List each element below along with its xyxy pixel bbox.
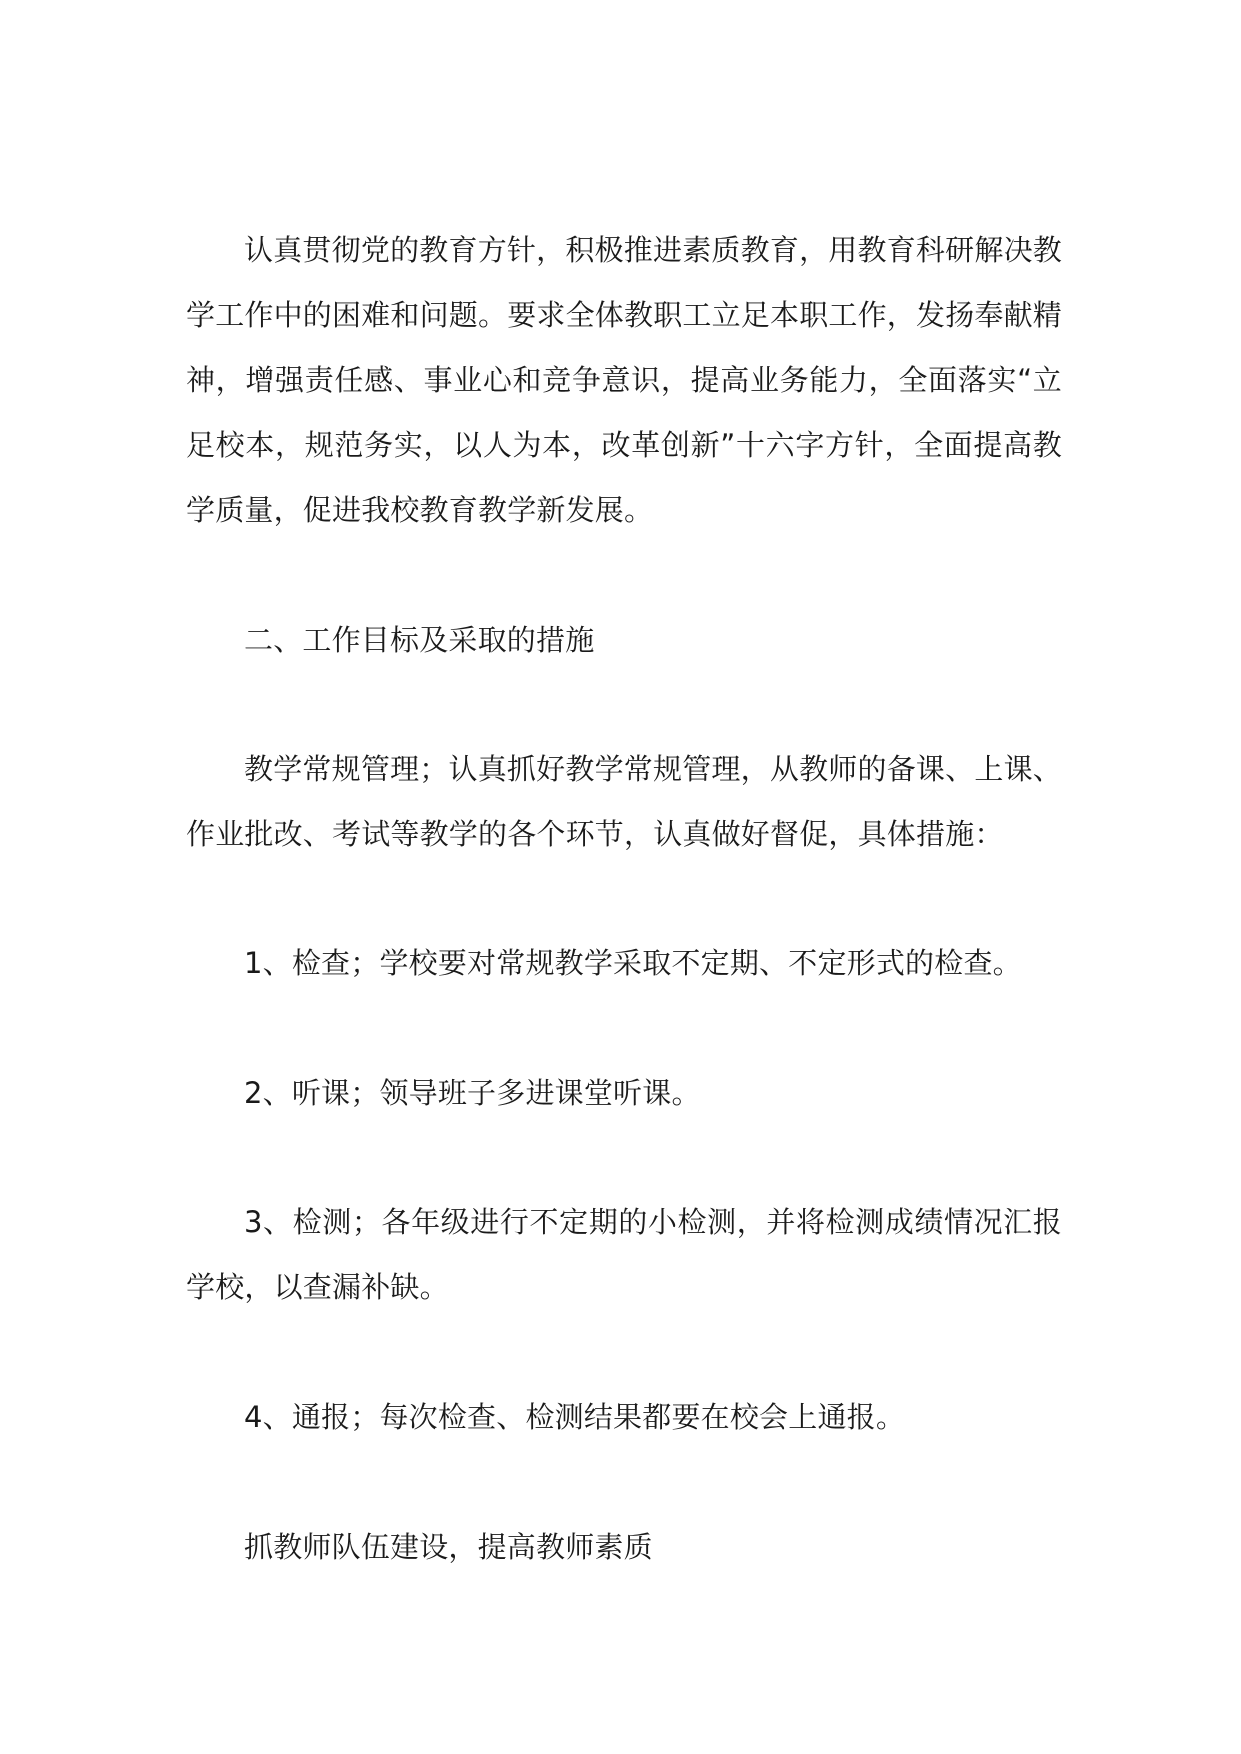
body-paragraph-guiding-principles: 认真贯彻党的教育方针，积极推进素质教育，用教育科研解决教学工作中的困难和问题。要求全体教职工立足本职工作，发扬奉献精神，增强责任感、事业心和竞争意识，提高业务能力，全面落实“立足校本，规范务实，以人为本，改革创新”十六字方针，全面提高教学质量，促进我校教育教学新发展。 (186, 233, 1063, 527)
list-item-testing: 3、检测；各年级进行不定期的小检测，并将检测成绩情况汇报学校，以查漏补缺。 (186, 1205, 1062, 1304)
list-item-inspection: 1、检查；学校要对常规教学采取不定期、不定形式的检查。 (244, 946, 1022, 980)
list-item-reporting: 4、通报；每次检查、检测结果都要在校会上通报。 (244, 1400, 906, 1434)
body-paragraph-teacher-development: 抓教师队伍建设，提高教师素质 (244, 1530, 653, 1564)
list-item-lesson-observation: 2、听课；领导班子多进课堂听课。 (244, 1076, 701, 1110)
section-heading-goals-and-measures: 二、工作目标及采取的措施 (244, 623, 595, 657)
body-paragraph-teaching-routine: 教学常规管理；认真抓好教学常规管理，从教师的备课、上课、作业批改、考试等教学的各个环节，认真做好督促，具体措施： (186, 752, 1062, 851)
